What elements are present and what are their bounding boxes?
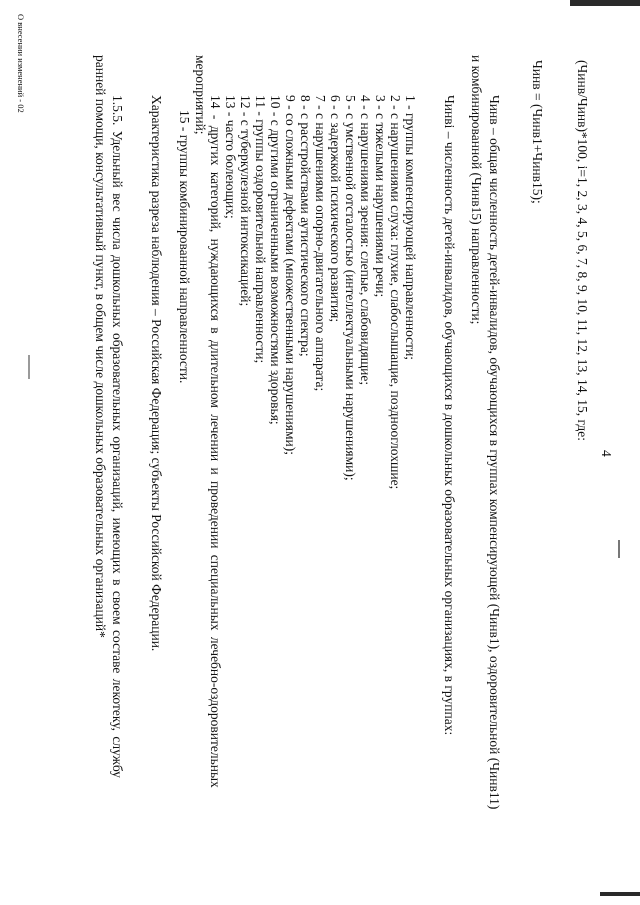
formula-percentage: (Чинв/Чинв)*100, i=1, 2, 3, 4, 5, 6, 7, 8, 9, 10, 11, 12, 13, 14, 15, где: — [575, 60, 590, 442]
list-item: 13 - часто болеющих; — [223, 95, 238, 219]
list-item-cont: мероприятий; — [193, 55, 208, 135]
formula-total: Чинв = (Чинв1+Чинв15); — [530, 60, 545, 204]
definition-by-group: Чинвi – численность детей-инвалидов, обучающихся в дошкольных образовательных организациях, в группах: — [442, 95, 457, 736]
list-item: 7 - с нарушениями опорно-двигательного аппарата; — [313, 95, 328, 392]
list-item: 14 - других категорий, нуждающихся в длительном лечении и проведении специальных лечебно-оздоровительных — [208, 95, 223, 788]
list-item: 9 - со сложными дефектами (множественными нарушениями); — [283, 95, 298, 455]
definition-total: Чинв – общая численность детей-инвалидов, обучающихся в группах компенсирующей (Чинв1), оздоровительной (Чинв11) — [487, 95, 502, 810]
scan-edge-mark — [600, 892, 640, 896]
definition-total-cont: и комбинированной (Чинв15) направленности; — [469, 55, 484, 325]
page-number: 4 — [599, 450, 614, 457]
list-item: 3 - с тяжелыми нарушениями речи; — [373, 95, 388, 298]
section-characteristic: Характеристика разреза наблюдения – Российская Федерация; субъекты Российской Федерации. — [149, 95, 164, 652]
list-item: 6 - с задержкой психического развития; — [328, 95, 343, 323]
scan-artifact — [28, 355, 30, 379]
list-item: 4 - с нарушениями зрения: слепые, слабовидящие; — [358, 95, 373, 386]
scan-artifact — [618, 540, 620, 558]
list-item: 15 - группы комбинированной направленности. — [177, 110, 192, 384]
list-item: 1 - группы компенсирующей направленности; — [403, 95, 418, 361]
paragraph-1-5-5-cont: ранней помощи, консультативный пункт, в общем числе дошкольных образовательных организаций* — [93, 55, 108, 638]
list-item: 12 - с туберкулезной интоксикацией; — [238, 95, 253, 307]
list-item: 11 - группы оздоровительной направленности; — [253, 95, 268, 364]
footer-note: О внесении изменений - 02 — [16, 14, 26, 113]
list-item: 8 - с расстройствами аутистического спектра; — [298, 95, 313, 357]
scan-edge-mark — [570, 0, 640, 6]
list-item: 10 - с другими ограниченными возможностями здоровья; — [268, 95, 283, 425]
paragraph-1-5-5: 1.5.5. Удельный вес числа дошкольных образовательных организаций, имеющих в своем составе лекотеку, службу — [110, 95, 125, 778]
list-item: 5 - с умственной отсталостью (интеллектуальными нарушениями); — [343, 95, 358, 481]
list-item: 2 - с нарушениями слуха: глухие, слабослышащие, позднооглохшие; — [388, 95, 403, 490]
